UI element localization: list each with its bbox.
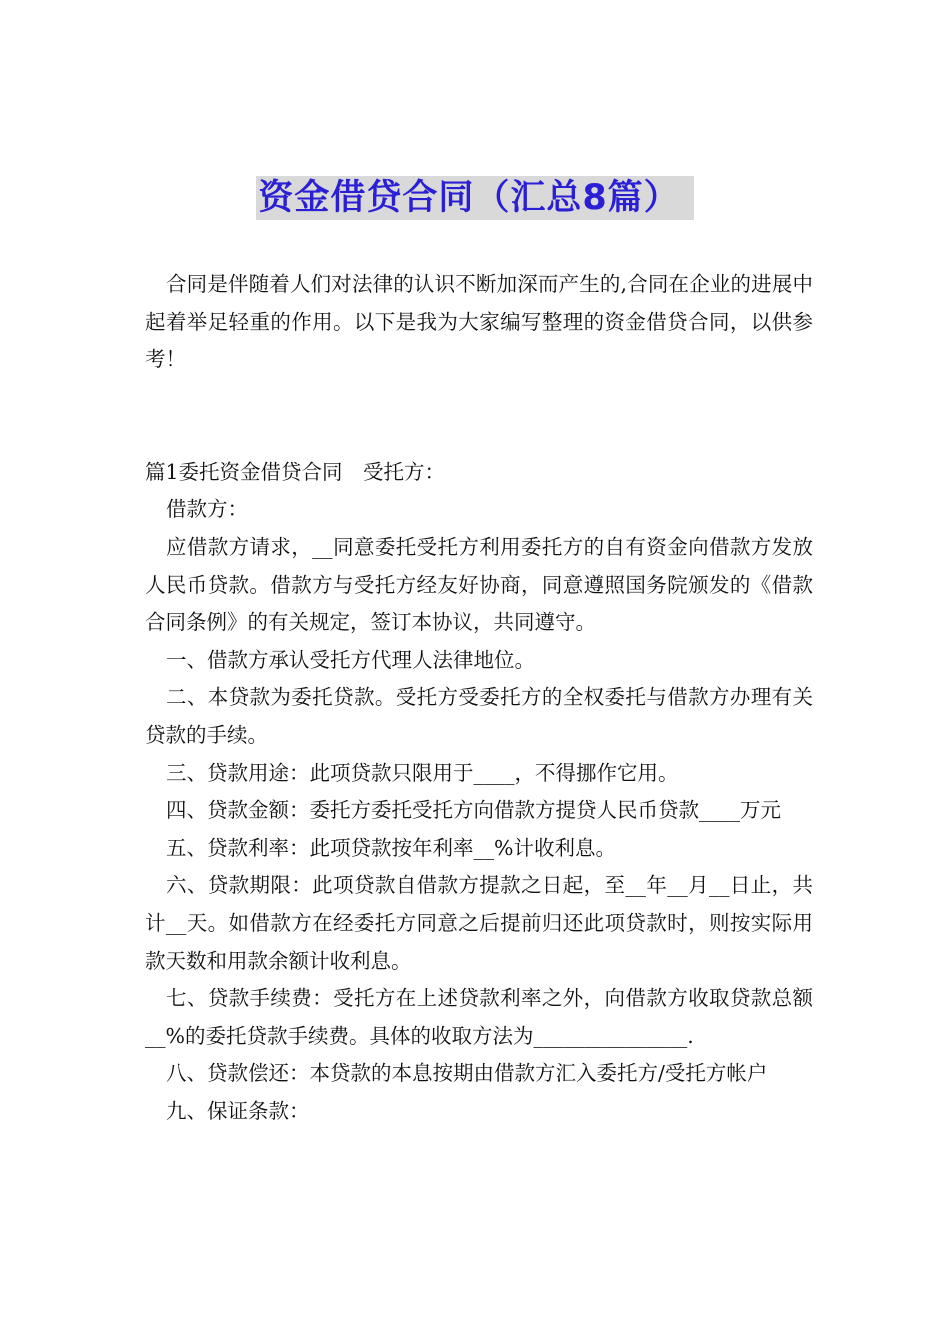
section-heading: 篇1委托资金借贷合同 受托方： — [145, 459, 446, 484]
clause-2: 二、本贷款为委托贷款。受托方受委托方的全权委托与借款方办理有关贷款的手续。 — [145, 685, 813, 747]
clause-8: 八、贷款偿还：本贷款的本息按期由借款方汇入委托方/受托方帐户 — [166, 1061, 768, 1086]
clause-3: 三、贷款用途：此项贷款只限用于____，不得挪作它用。 — [166, 760, 679, 785]
clause-1: 一、借款方承认受托方代理人法律地位。 — [166, 647, 535, 672]
clause-4: 四、贷款金额：委托方委托受托方向借款方提贷人民币贷款____万元 — [166, 798, 781, 823]
paragraph-borrower: 借款方： — [166, 497, 248, 522]
document-title: 资金借贷合同（汇总8篇） — [256, 176, 693, 220]
intro-paragraph: 合同是伴随着人们对法律的认识不断加深而产生的,合同在企业的进展中起着举足轻重的作用。以下是我为大家编写整理的资金借贷合同，以供参考！ — [145, 272, 813, 372]
title-container — [0, 176, 950, 220]
document-body — [145, 266, 813, 1130]
paragraph-preamble: 应借款方请求，__同意委托受托方利用委托方的自有资金向借款方发放人民币贷款。借款方与受托方经友好协商，同意遵照国务院颁发的《借款合同条例》的有关规定，签订本协议，共同遵守。 — [145, 534, 813, 635]
clause-7: 七、贷款手续费：受托方在上述贷款利率之外，向借款方收取贷款总额__%的委托贷款手续费。具体的收取方法为_______________. — [145, 986, 813, 1048]
clause-5: 五、贷款利率：此项贷款按年利率__%计收利息。 — [166, 835, 616, 860]
section-spacer — [145, 379, 813, 454]
clause-9: 九、保证条款： — [166, 1098, 310, 1123]
clause-6: 六、贷款期限：此项贷款自借款方提款之日起，至__年__月__日止，共计__天。如借款方在经委托方同意之后提前归还此项贷款时，则按实际用款天数和用款余额计收利息。 — [145, 873, 813, 973]
